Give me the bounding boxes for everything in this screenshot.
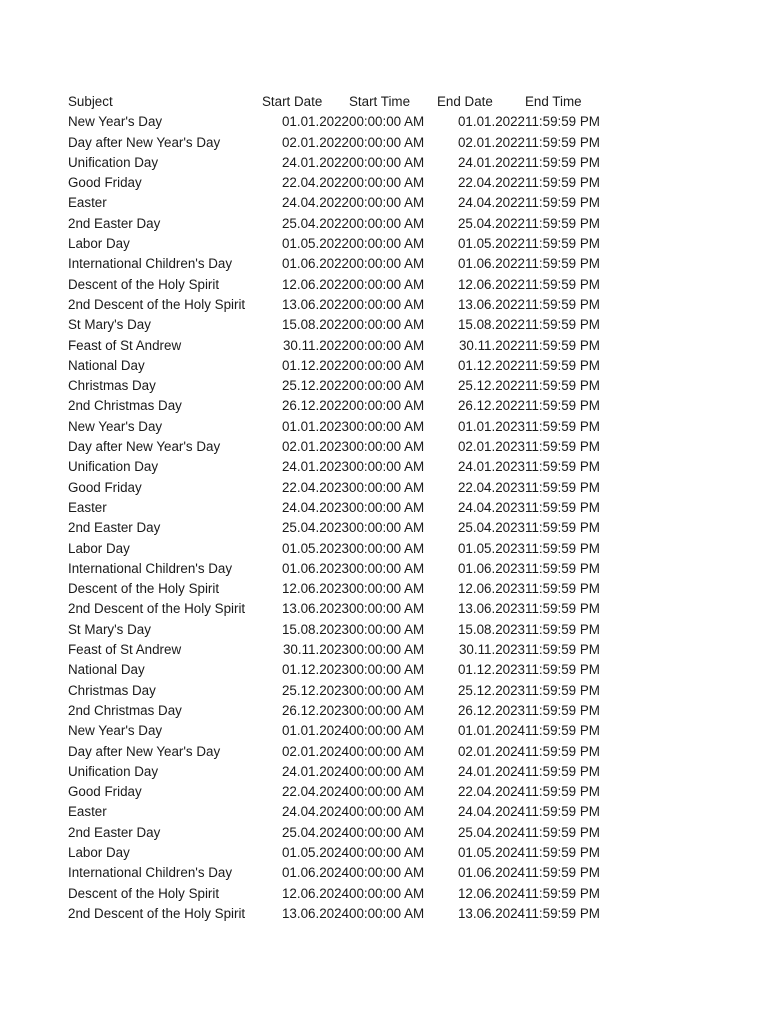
cell-subject: Good Friday: [68, 175, 142, 191]
cell-subject: New Year's Day: [68, 723, 163, 739]
cell-end-date: 25.12.2022: [457, 378, 525, 394]
cell-start-date: 26.12.2022: [281, 398, 349, 414]
cell-end-time: 11:59:59 PM: [525, 621, 600, 637]
table-row: [68, 234, 615, 254]
cell-start-time: 00:00:00 AM: [349, 154, 425, 170]
cell-end-time: 11:59:59 PM: [525, 256, 600, 272]
cell-start-time: 00:00:00 AM: [349, 723, 425, 739]
cell-start-time: 00:00:00 AM: [349, 378, 425, 394]
cell-end-date: 24.04.2022: [457, 195, 525, 211]
cell-start-date: 22.04.2022: [281, 175, 349, 191]
cell-end-date: 24.01.2024: [457, 763, 525, 779]
table-row: [68, 640, 615, 660]
cell-start-time: 00:00:00 AM: [349, 865, 425, 881]
header-subject: Subject: [68, 94, 113, 109]
cell-subject: Good Friday: [68, 784, 142, 800]
cell-end-date: 12.06.2023: [457, 581, 525, 597]
table-row: [68, 518, 615, 538]
cell-end-date: 15.08.2022: [457, 317, 525, 333]
cell-end-date: 13.06.2022: [457, 296, 525, 312]
cell-subject: Easter: [68, 195, 107, 211]
cell-subject: Unification Day: [68, 154, 159, 170]
cell-start-date: 15.08.2022: [281, 317, 349, 333]
cell-end-time: 11:59:59 PM: [525, 337, 600, 353]
cell-start-date: 13.06.2023: [281, 601, 349, 617]
cell-start-date: 13.06.2022: [281, 296, 349, 312]
cell-end-time: 11:59:59 PM: [525, 499, 600, 515]
table-row: [68, 904, 615, 924]
holiday-sheet: [68, 92, 628, 924]
cell-subject: National Day: [68, 662, 145, 678]
cell-start-date: 01.05.2024: [281, 844, 349, 860]
cell-end-time: 11:59:59 PM: [525, 439, 600, 455]
cell-start-date: 26.12.2023: [281, 702, 349, 718]
cell-end-time: 11:59:59 PM: [525, 175, 600, 191]
table-row: [68, 315, 615, 335]
cell-end-time: 11:59:59 PM: [525, 763, 600, 779]
cell-end-date: 02.01.2023: [457, 439, 525, 455]
table-row: [68, 843, 615, 863]
cell-end-time: 11:59:59 PM: [525, 276, 600, 292]
cell-start-date: 01.05.2022: [281, 236, 349, 252]
cell-start-date: 25.04.2022: [281, 215, 349, 231]
cell-subject: 2nd Christmas Day: [68, 398, 182, 414]
cell-subject: Day after New Year's Day: [68, 134, 221, 150]
cell-end-time: 11:59:59 PM: [525, 134, 600, 150]
table-body: [68, 112, 615, 924]
cell-start-time: 00:00:00 AM: [349, 296, 425, 312]
cell-start-date: 25.04.2024: [281, 824, 349, 840]
cell-end-time: 11:59:59 PM: [525, 743, 600, 759]
table-row: [68, 295, 615, 315]
cell-end-time: 11:59:59 PM: [525, 479, 600, 495]
cell-end-time: 11:59:59 PM: [525, 581, 600, 597]
cell-start-time: 00:00:00 AM: [349, 398, 425, 414]
cell-end-date: 25.04.2023: [457, 520, 525, 536]
cell-start-time: 00:00:00 AM: [349, 540, 425, 556]
cell-start-date: 01.01.2022: [281, 114, 349, 130]
cell-start-date: 24.04.2024: [281, 804, 349, 820]
cell-subject: Feast of St Andrew: [68, 337, 182, 353]
cell-end-date: 01.05.2022: [457, 236, 525, 252]
cell-end-date: 30.11.2023: [458, 642, 525, 658]
cell-end-date: 22.04.2024: [457, 784, 525, 800]
cell-end-time: 11:59:59 PM: [525, 560, 600, 576]
cell-end-time: 11:59:59 PM: [525, 885, 600, 901]
table-row: [68, 620, 615, 640]
table-row: [68, 376, 615, 396]
cell-end-time: 11:59:59 PM: [525, 824, 600, 840]
cell-start-date: 01.06.2023: [281, 560, 349, 576]
cell-start-time: 00:00:00 AM: [349, 215, 425, 231]
cell-subject: St Mary's Day: [68, 317, 151, 333]
table-row: [68, 884, 615, 904]
cell-start-date: 02.01.2022: [281, 134, 349, 150]
cell-subject: Labor Day: [68, 236, 130, 252]
cell-subject: International Children's Day: [68, 865, 233, 881]
cell-end-date: 01.01.2024: [457, 723, 525, 739]
cell-subject: International Children's Day: [68, 256, 233, 272]
cell-end-time: 11:59:59 PM: [525, 905, 600, 921]
cell-start-time: 00:00:00 AM: [349, 439, 425, 455]
cell-start-time: 00:00:00 AM: [349, 560, 425, 576]
cell-end-time: 11:59:59 PM: [525, 154, 600, 170]
cell-start-date: 22.04.2023: [281, 479, 349, 495]
cell-subject: Easter: [68, 499, 107, 515]
cell-end-date: 13.06.2023: [457, 601, 525, 617]
cell-end-time: 11:59:59 PM: [525, 215, 600, 231]
cell-subject: Labor Day: [68, 540, 130, 556]
table-row: [68, 762, 615, 782]
cell-end-time: 11:59:59 PM: [525, 114, 600, 130]
cell-subject: Descent of the Holy Spirit: [68, 276, 220, 292]
cell-start-time: 00:00:00 AM: [349, 499, 425, 515]
cell-end-date: 01.06.2023: [457, 560, 525, 576]
cell-start-time: 00:00:00 AM: [349, 763, 425, 779]
cell-start-date: 24.01.2022: [281, 154, 349, 170]
cell-start-time: 00:00:00 AM: [349, 905, 425, 921]
table-row: [68, 396, 615, 416]
cell-end-time: 11:59:59 PM: [525, 723, 600, 739]
cell-start-date: 01.01.2024: [281, 723, 349, 739]
cell-end-time: 11:59:59 PM: [525, 296, 600, 312]
cell-end-date: 26.12.2023: [457, 702, 525, 718]
table-row: [68, 112, 615, 132]
cell-start-time: 00:00:00 AM: [349, 520, 425, 536]
cell-start-time: 00:00:00 AM: [349, 175, 425, 191]
cell-end-time: 11:59:59 PM: [525, 682, 600, 698]
cell-subject: 2nd Christmas Day: [68, 702, 182, 718]
cell-start-time: 00:00:00 AM: [349, 682, 425, 698]
cell-end-date: 24.01.2023: [457, 459, 525, 475]
cell-start-date: 24.01.2023: [281, 459, 349, 475]
cell-subject: Day after New Year's Day: [68, 743, 221, 759]
cell-end-date: 01.06.2024: [457, 865, 525, 881]
cell-start-date: 12.06.2022: [281, 276, 349, 292]
cell-end-date: 15.08.2023: [457, 621, 525, 637]
cell-start-time: 00:00:00 AM: [349, 134, 425, 150]
cell-end-date: 01.06.2022: [457, 256, 525, 272]
header-start-date: Start Date: [262, 94, 323, 109]
cell-end-date: 12.06.2022: [457, 276, 525, 292]
header-end-date: End Date: [437, 94, 493, 109]
table-row: [68, 356, 615, 376]
cell-subject: Christmas Day: [68, 378, 156, 394]
table-row: [68, 417, 615, 437]
cell-start-date: 30.11.2023: [282, 642, 349, 658]
cell-end-date: 02.01.2024: [457, 743, 525, 759]
table-row: [68, 701, 615, 721]
cell-end-date: 01.12.2022: [457, 357, 525, 373]
table-row: [68, 275, 615, 295]
cell-start-time: 00:00:00 AM: [349, 337, 425, 353]
cell-start-date: 13.06.2024: [281, 905, 349, 921]
cell-start-time: 00:00:00 AM: [349, 642, 425, 658]
cell-end-date: 22.04.2022: [457, 175, 525, 191]
cell-start-date: 01.06.2022: [281, 256, 349, 272]
cell-end-date: 01.05.2024: [457, 844, 525, 860]
cell-start-time: 00:00:00 AM: [349, 195, 425, 211]
cell-start-time: 00:00:00 AM: [349, 459, 425, 475]
table-row: [68, 336, 615, 356]
table-row: [68, 802, 615, 822]
cell-start-date: 15.08.2023: [281, 621, 349, 637]
table-row: [68, 559, 615, 579]
cell-end-date: 12.06.2024: [457, 885, 525, 901]
cell-start-time: 00:00:00 AM: [349, 317, 425, 333]
cell-start-time: 00:00:00 AM: [349, 276, 425, 292]
cell-start-date: 25.12.2022: [281, 378, 349, 394]
cell-start-time: 00:00:00 AM: [349, 621, 425, 637]
cell-subject: St Mary's Day: [68, 621, 151, 637]
header-start-time: Start Time: [349, 94, 411, 109]
cell-start-time: 00:00:00 AM: [349, 784, 425, 800]
cell-end-time: 11:59:59 PM: [525, 418, 600, 434]
cell-end-time: 11:59:59 PM: [525, 865, 600, 881]
cell-start-date: 01.06.2024: [281, 865, 349, 881]
cell-start-time: 00:00:00 AM: [349, 804, 425, 820]
cell-end-time: 11:59:59 PM: [525, 844, 600, 860]
table-row: [68, 742, 615, 762]
cell-end-time: 11:59:59 PM: [525, 398, 600, 414]
cell-subject: International Children's Day: [68, 560, 233, 576]
table-row: [68, 863, 615, 883]
cell-subject: New Year's Day: [68, 418, 163, 434]
cell-end-time: 11:59:59 PM: [525, 357, 600, 373]
cell-subject: Unification Day: [68, 763, 159, 779]
cell-start-date: 12.06.2024: [281, 885, 349, 901]
table-row: [68, 681, 615, 701]
cell-end-date: 25.12.2023: [457, 682, 525, 698]
header-end-time: End Time: [525, 94, 582, 109]
cell-subject: 2nd Easter Day: [68, 215, 161, 231]
cell-start-date: 24.04.2022: [281, 195, 349, 211]
cell-end-time: 11:59:59 PM: [525, 459, 600, 475]
cell-end-date: 25.04.2024: [457, 824, 525, 840]
cell-end-time: 11:59:59 PM: [525, 378, 600, 394]
table-row: [68, 782, 615, 802]
table-row: [68, 478, 615, 498]
cell-subject: 2nd Descent of the Holy Spirit: [68, 601, 246, 617]
cell-start-date: 01.12.2023: [281, 662, 349, 678]
table-row: [68, 133, 615, 153]
cell-start-time: 00:00:00 AM: [349, 581, 425, 597]
cell-start-time: 00:00:00 AM: [349, 885, 425, 901]
cell-start-date: 02.01.2024: [281, 743, 349, 759]
table-row: [68, 539, 615, 559]
holiday-table: [68, 92, 615, 924]
cell-start-time: 00:00:00 AM: [349, 114, 425, 130]
cell-subject: Descent of the Holy Spirit: [68, 885, 220, 901]
cell-end-date: 24.04.2023: [457, 499, 525, 515]
cell-end-date: 25.04.2022: [457, 215, 525, 231]
table-row: [68, 193, 615, 213]
cell-end-time: 11:59:59 PM: [525, 236, 600, 252]
table-row: [68, 660, 615, 680]
table-row: [68, 599, 615, 619]
cell-subject: Christmas Day: [68, 682, 156, 698]
cell-start-time: 00:00:00 AM: [349, 662, 425, 678]
cell-start-time: 00:00:00 AM: [349, 824, 425, 840]
cell-end-date: 24.04.2024: [457, 804, 525, 820]
cell-end-time: 11:59:59 PM: [525, 804, 600, 820]
cell-end-date: 01.01.2022: [457, 114, 525, 130]
table-row: [68, 173, 615, 193]
table-row: [68, 579, 615, 599]
cell-start-time: 00:00:00 AM: [349, 357, 425, 373]
table-row: [68, 457, 615, 477]
cell-start-time: 00:00:00 AM: [349, 479, 425, 495]
table-row: [68, 721, 615, 741]
cell-end-date: 22.04.2023: [457, 479, 525, 495]
cell-start-time: 00:00:00 AM: [349, 702, 425, 718]
cell-end-time: 11:59:59 PM: [525, 642, 600, 658]
cell-start-date: 24.01.2024: [281, 763, 349, 779]
cell-subject: Good Friday: [68, 479, 142, 495]
cell-start-date: 02.01.2023: [281, 439, 349, 455]
cell-end-date: 13.06.2024: [457, 905, 525, 921]
cell-end-time: 11:59:59 PM: [525, 601, 600, 617]
cell-end-date: 26.12.2022: [457, 398, 525, 414]
cell-subject: New Year's Day: [68, 114, 163, 130]
table-row: [68, 254, 615, 274]
table-row: [68, 823, 615, 843]
cell-start-date: 25.04.2023: [281, 520, 349, 536]
cell-subject: Easter: [68, 804, 107, 820]
cell-subject: Descent of the Holy Spirit: [68, 581, 220, 597]
cell-start-date: 01.12.2022: [281, 357, 349, 373]
cell-end-time: 11:59:59 PM: [525, 662, 600, 678]
table-row: [68, 498, 615, 518]
table-row: [68, 153, 615, 173]
cell-subject: Day after New Year's Day: [68, 439, 221, 455]
cell-start-date: 12.06.2023: [281, 581, 349, 597]
cell-end-date: 01.12.2023: [457, 662, 525, 678]
cell-end-time: 11:59:59 PM: [525, 317, 600, 333]
cell-start-time: 00:00:00 AM: [349, 236, 425, 252]
table-row: [68, 214, 615, 234]
cell-start-date: 25.12.2023: [281, 682, 349, 698]
cell-start-time: 00:00:00 AM: [349, 743, 425, 759]
cell-start-time: 00:00:00 AM: [349, 844, 425, 860]
table-row: [68, 437, 615, 457]
cell-end-time: 11:59:59 PM: [525, 702, 600, 718]
cell-end-date: 01.05.2023: [457, 540, 525, 556]
cell-start-time: 00:00:00 AM: [349, 601, 425, 617]
cell-start-date: 30.11.2022: [282, 337, 349, 353]
cell-subject: Unification Day: [68, 459, 159, 475]
cell-end-date: 01.01.2023: [457, 418, 525, 434]
cell-start-date: 01.01.2023: [281, 418, 349, 434]
cell-subject: National Day: [68, 357, 145, 373]
cell-end-time: 11:59:59 PM: [525, 520, 600, 536]
cell-end-time: 11:59:59 PM: [525, 540, 600, 556]
cell-subject: Labor Day: [68, 844, 130, 860]
cell-subject: 2nd Descent of the Holy Spirit: [68, 296, 246, 312]
cell-end-time: 11:59:59 PM: [525, 784, 600, 800]
cell-start-date: 24.04.2023: [281, 499, 349, 515]
cell-start-date: 22.04.2024: [281, 784, 349, 800]
cell-end-time: 11:59:59 PM: [525, 195, 600, 211]
cell-start-time: 00:00:00 AM: [349, 418, 425, 434]
cell-end-date: 30.11.2022: [458, 337, 525, 353]
cell-subject: 2nd Descent of the Holy Spirit: [68, 905, 246, 921]
cell-subject: 2nd Easter Day: [68, 520, 161, 536]
cell-end-date: 24.01.2022: [457, 154, 525, 170]
cell-start-date: 01.05.2023: [281, 540, 349, 556]
cell-start-time: 00:00:00 AM: [349, 256, 425, 272]
cell-end-date: 02.01.2022: [457, 134, 525, 150]
header-row: [68, 92, 615, 112]
cell-subject: Feast of St Andrew: [68, 642, 182, 658]
cell-subject: 2nd Easter Day: [68, 824, 161, 840]
